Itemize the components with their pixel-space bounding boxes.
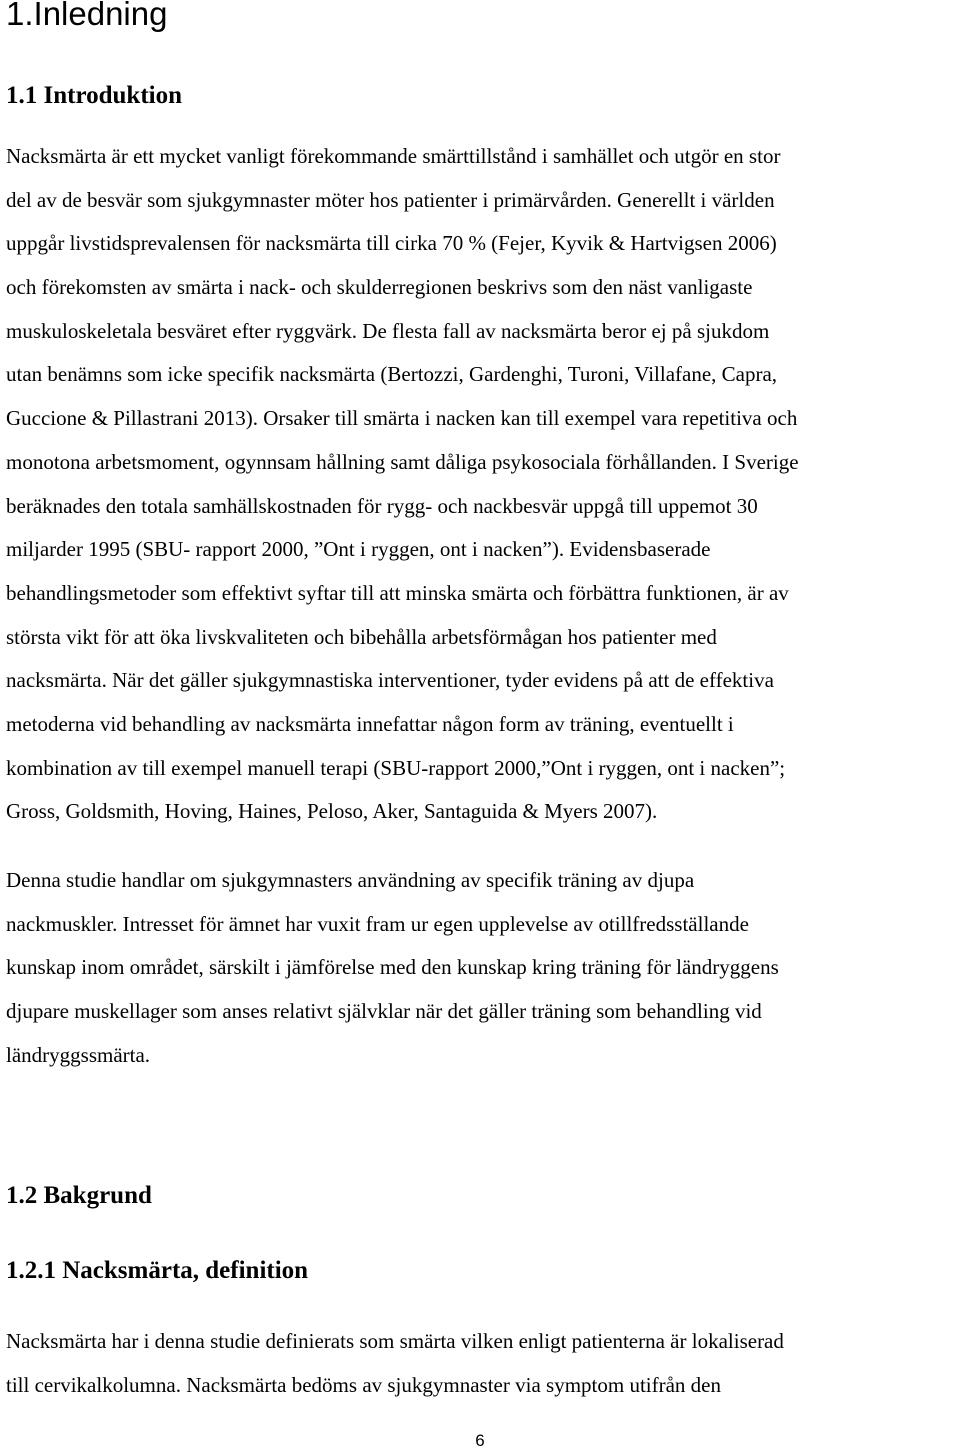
page-number: 6 — [475, 1431, 485, 1450]
text-line: djupare muskellager som anses relativt självklar när det gäller träning som behandling vid — [6, 999, 762, 1024]
chapter-heading: 1.Inledning — [6, 0, 168, 32]
text-line: monotona arbetsmoment, ogynnsam hållning samt dåliga psykosociala förhållanden. I Sverige — [6, 449, 799, 474]
paragraph-intro-2 — [6, 859, 958, 1077]
text-line: Gross, Goldsmith, Hoving, Haines, Peloso, Aker, Santaguida & Myers 2007). — [6, 799, 658, 824]
subsection-heading-definition: 1.2.1 Nacksmärta, definition — [6, 1257, 309, 1284]
text-line: utan benämns som icke specifik nacksmärta (Bertozzi, Gardenghi, Turoni, Villafane, Capra, — [6, 362, 778, 387]
text-line: ländryggssmärta. — [6, 1042, 151, 1067]
text-line: del av de besvär som sjukgymnaster möter hos patienter i primärvården. Generellt i världen — [6, 187, 775, 212]
text-line: kombination av till exempel manuell terapi (SBU-rapport 2000,”Ont i ryggen, ont i nacken”; — [6, 755, 786, 780]
text-line: till cervikalkolumna. Nacksmärta bedöms av sjukgymnaster via symptom utifrån den — [6, 1372, 721, 1397]
text-line: nackmuskler. Intresset för ämnet har vuxit fram ur egen upplevelse av otillfredsställande — [6, 911, 749, 936]
paragraph-intro-1 — [6, 135, 958, 834]
text-line: kunskap inom området, särskilt i jämförelse med den kunskap kring träning för ländryggens — [6, 955, 779, 980]
text-line: uppgår livstidsprevalensen för nacksmärta till cirka 70 % (Fejer, Kyvik & Hartvigsen 2006) — [6, 231, 777, 256]
text-line: och förekomsten av smärta i nack- och skulderregionen beskrivs som den näst vanligaste — [6, 275, 753, 300]
text-line: behandlingsmetoder som effektivt syftar till att minska smärta och förbättra funktionen, är av — [6, 580, 789, 605]
text-line: Denna studie handlar om sjukgymnasters användning av specifik träning av djupa — [6, 868, 695, 892]
text-line: Nacksmärta är ett mycket vanligt förekommande smärttillstånd i samhället och utgör en stor — [6, 144, 781, 168]
text-line: muskuloskeletala besväret efter ryggvärk. De flesta fall av nacksmärta beror ej på sjukdom — [6, 318, 770, 343]
text-line: metoderna vid behandling av nacksmärta innefattar någon form av träning, eventuellt i — [6, 711, 734, 736]
paragraph-definition-1 — [6, 1320, 958, 1407]
section-heading-bakgrund: 1.2 Bakgrund — [6, 1182, 152, 1209]
text-line: Guccione & Pillastrani 2013). Orsaker till smärta i nacken kan till exempel vara repetitiva och — [6, 406, 798, 431]
text-line: miljarder 1995 (SBU- rapport 2000, ”Ont i ryggen, ont i nacken”). Evidensbaserade — [6, 537, 711, 562]
text-line: Nacksmärta har i denna studie definierats som smärta vilken enligt patienterna är lokaliserad — [6, 1329, 784, 1353]
text-line: beräknades den totala samhällskostnaden för rygg- och nackbesvär uppgå till uppemot 30 — [6, 493, 758, 518]
text-line: nacksmärta. När det gäller sjukgymnastiska interventioner, tyder evidens på att de effektiva — [6, 668, 774, 693]
text-line: största vikt för att öka livskvaliteten och bibehålla arbetsförmågan hos patienter med — [6, 624, 717, 649]
section-heading-introduktion: 1.1 Introduktion — [6, 82, 182, 109]
